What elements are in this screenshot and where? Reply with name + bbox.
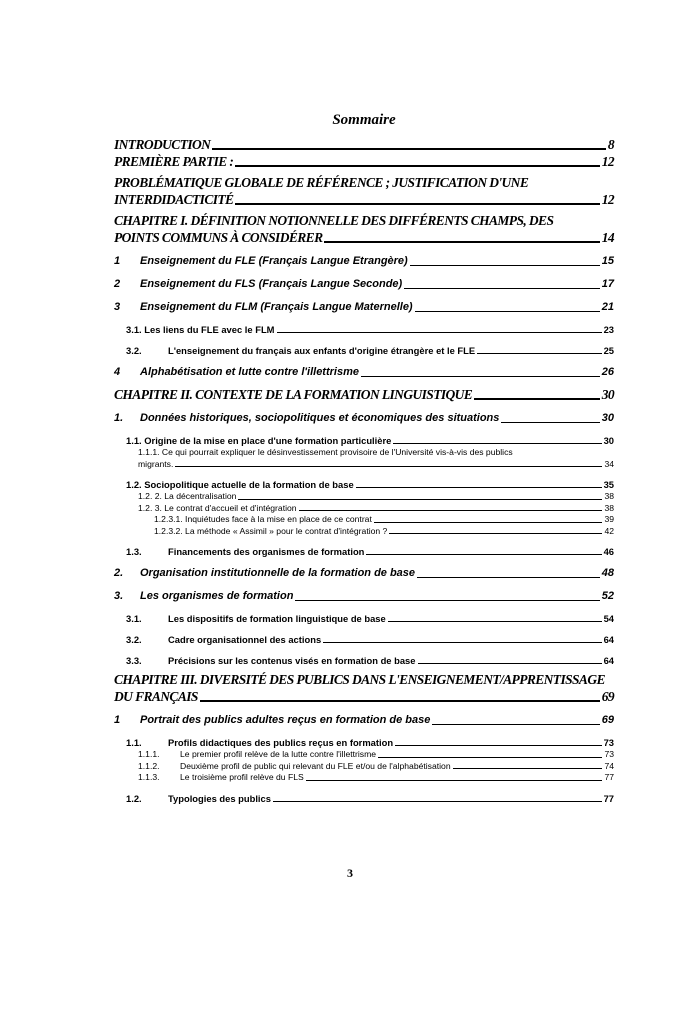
entry-label: Alphabétisation et lutte contre l'illettrisme — [140, 366, 359, 378]
entry-number: 1.1.1. — [138, 749, 160, 759]
dot-leader — [212, 148, 606, 150]
entry-page: 64 — [603, 655, 614, 666]
toc-entry-chapitre-1[interactable] — [114, 212, 614, 246]
entry-page: 77 — [604, 772, 614, 782]
dot-leader — [395, 745, 602, 746]
entry-number: 3.2. — [126, 345, 142, 356]
entry-number: 1.1.2. — [138, 760, 160, 771]
toc-entry-c2s1231[interactable] — [114, 514, 614, 526]
entry-page: 35 — [603, 479, 614, 490]
entry-number: 3.3. — [126, 655, 142, 666]
toc-entry-c2s13[interactable] — [114, 545, 614, 558]
entry-label: 1.2.3.1. Inquiétudes face à la mise en place de ce contrat — [154, 514, 372, 524]
entry-label: Le troisième profil relève du FLS — [180, 772, 304, 782]
toc-entry-chapitre-2[interactable] — [114, 386, 614, 403]
entry-page: 46 — [603, 546, 614, 557]
entry-page: 30 — [601, 412, 614, 424]
entry-page: 21 — [601, 301, 614, 313]
dot-leader — [388, 621, 602, 622]
toc-entry-s3[interactable] — [114, 300, 614, 315]
entry-label: Cadre organisationnel des actions — [168, 634, 322, 645]
dot-leader — [378, 757, 602, 758]
entry-page: 73 — [603, 737, 614, 748]
toc-entry-c3s112[interactable] — [114, 761, 614, 773]
dot-leader — [389, 533, 602, 534]
entry-page: 15 — [601, 255, 614, 267]
dot-leader — [324, 241, 599, 243]
dot-leader — [410, 265, 600, 266]
entry-label: Deuxième profil de public qui relevant du FLE et/ou de l'alphabétisation — [180, 760, 451, 771]
toc-entry-part1[interactable] — [114, 153, 614, 170]
toc-entry-c3s111[interactable] — [114, 749, 614, 761]
entry-label-line2: POINTS COMMUNS À CONSIDÉRER — [114, 230, 323, 245]
entry-number: 3 — [114, 301, 121, 313]
dot-leader — [235, 203, 599, 205]
toc-entry-c2s1232[interactable] — [114, 526, 614, 538]
entry-label: 1.2. 2. La décentralisation — [138, 491, 237, 501]
entry-label-line1: PROBLÉMATIQUE GLOBALE DE RÉFÉRENCE ; JUSTIFICATION D'UNE — [114, 175, 529, 190]
dot-leader — [361, 376, 600, 377]
entry-label: Données historiques, sociopolitiques et économiques des situations — [140, 412, 500, 424]
entry-page: 38 — [604, 491, 614, 501]
toc-entry-s31[interactable] — [114, 323, 614, 336]
entry-number: 1.2. — [126, 479, 142, 490]
entry-label: L'enseignement du français aux enfants d'origine étrangère et le FLE — [168, 345, 476, 356]
entry-label-line1: 1.1.1. Ce qui pourrait expliquer le désinvestissement provisoire de l'Université vis-à-vis des publics — [138, 447, 513, 457]
entry-page: 39 — [604, 514, 614, 524]
entry-number: 2 — [114, 278, 121, 290]
entry-label: Les liens du FLE avec le FLM — [144, 324, 275, 335]
entry-label: Origine de la mise en place d'une formation particulière — [144, 435, 392, 446]
entry-page: 14 — [601, 230, 614, 245]
toc-entry-c2s123[interactable] — [114, 503, 614, 515]
entry-page: 48 — [601, 567, 614, 579]
entry-label: Enseignement du FLE (Français Langue Etrangère) — [140, 255, 408, 267]
dot-leader — [238, 499, 602, 500]
entry-number: 1.1. — [126, 737, 142, 748]
entry-page: 54 — [603, 613, 614, 624]
entry-page: 30 — [601, 387, 614, 402]
entry-page: 12 — [601, 154, 614, 169]
toc-title: Sommaire — [332, 112, 396, 128]
toc-entry-s4[interactable] — [114, 365, 614, 380]
page-number: 3 — [347, 866, 353, 880]
entry-number: 3.1. — [126, 613, 142, 624]
dot-leader — [175, 466, 602, 467]
toc-entry-c2s111[interactable] — [114, 447, 614, 470]
entry-label: Organisation institutionnelle de la formation de base — [140, 567, 416, 579]
entry-number: 2. — [114, 567, 124, 579]
dot-leader — [501, 422, 599, 423]
entry-label: 1.2. 3. Le contrat d'accueil et d'intégration — [138, 502, 297, 513]
entry-number: 1.1. — [126, 435, 142, 446]
entry-label: PREMIÈRE PARTIE : — [114, 154, 234, 169]
toc-entry-c3s12[interactable] — [114, 792, 614, 805]
dot-leader — [432, 724, 599, 725]
entry-page: 38 — [604, 502, 614, 513]
dot-leader — [415, 311, 600, 312]
entry-label: Enseignement du FLM (Français Langue Maternelle) — [140, 301, 413, 313]
entry-label: Enseignement du FLS (Français Langue Seconde) — [140, 278, 403, 290]
entry-number: 1.2. — [126, 792, 142, 804]
entry-page: 34 — [604, 458, 614, 469]
entry-label: Le premier profil relève de la lutte contre l'illettrisme — [180, 749, 377, 759]
dot-leader — [273, 801, 602, 802]
dot-leader — [417, 577, 600, 578]
dot-leader — [477, 353, 601, 354]
toc-entry-s2[interactable] — [114, 277, 614, 292]
entry-page: 74 — [604, 760, 614, 771]
entry-label: Financements des organismes de formation — [168, 546, 365, 557]
toc-entry-c2s32[interactable] — [114, 633, 614, 646]
entry-label-line2: DU FRANÇAIS — [114, 689, 198, 704]
entry-label-line1: CHAPITRE III. DIVERSITÉ DES PUBLICS DANS L'ENSEIGNEMENT/APPRENTISSAGE — [114, 672, 605, 687]
toc-entry-c3s11[interactable] — [114, 736, 614, 749]
dot-leader — [306, 780, 603, 781]
entry-page: 64 — [603, 634, 614, 645]
entry-number: 4 — [114, 366, 121, 378]
entry-number: 3. — [114, 590, 124, 602]
dot-leader — [474, 398, 599, 400]
entry-label: Profils didactiques des publics reçus en formation — [168, 737, 394, 748]
toc-entry-problematique[interactable] — [114, 174, 614, 208]
entry-page: 8 — [607, 137, 614, 152]
toc-entry-introduction[interactable] — [114, 136, 614, 153]
dot-leader — [356, 487, 602, 488]
entry-label: Typologies des publics — [168, 792, 271, 804]
entry-page: 77 — [603, 792, 614, 804]
toc-entry-c2s3[interactable] — [114, 589, 614, 604]
entry-page: 69 — [601, 714, 614, 726]
entry-page: 17 — [601, 278, 614, 290]
dot-leader — [295, 600, 599, 601]
dot-leader — [418, 663, 602, 664]
dot-leader — [374, 522, 603, 523]
dot-leader — [393, 443, 601, 444]
entry-label-line2: migrants. — [138, 458, 174, 469]
entry-number: 1. — [114, 412, 124, 424]
toc-entry-c3s1[interactable] — [114, 713, 614, 728]
toc-entry-s32[interactable] — [114, 344, 614, 357]
dot-leader — [404, 288, 600, 289]
toc-entry-c2s12[interactable] — [114, 478, 614, 491]
entry-number: 1 — [114, 714, 121, 726]
table-of-contents — [114, 112, 614, 805]
entry-label: Précisions sur les contenus visés en formation de base — [168, 655, 416, 666]
entry-number: 3.2. — [126, 634, 142, 645]
entry-page: 26 — [601, 366, 614, 378]
dot-leader — [299, 510, 603, 511]
entry-label: Portrait des publics adultes reçus en formation de base — [140, 714, 431, 726]
entry-number: 1 — [114, 255, 121, 267]
entry-label: Sociopolitique actuelle de la formation de base — [144, 479, 354, 490]
entry-label: CHAPITRE II. CONTEXTE DE LA FORMATION LINGUISTIQUE — [114, 387, 473, 402]
entry-label: Les dispositifs de formation linguistique de base — [168, 613, 386, 624]
dot-leader — [235, 165, 599, 167]
entry-page: 12 — [601, 192, 614, 207]
entry-label: INTRODUCTION — [114, 137, 211, 152]
entry-page: 25 — [603, 345, 614, 356]
toc-entry-c2s31[interactable] — [114, 612, 614, 625]
dot-leader — [200, 700, 600, 702]
entry-page: 30 — [603, 435, 614, 446]
entry-number: 1.1.3. — [138, 772, 160, 782]
entry-label: Les organismes de formation — [140, 590, 294, 602]
dot-leader — [366, 554, 601, 555]
entry-page: 73 — [604, 749, 614, 759]
dot-leader — [277, 332, 602, 333]
toc-entry-c2s11[interactable] — [114, 434, 614, 447]
toc-entry-chapitre-3[interactable] — [114, 671, 614, 705]
toc-entry-s1[interactable] — [114, 254, 614, 269]
toc-entry-c2s1[interactable] — [114, 411, 614, 426]
entry-label-line1: CHAPITRE I. DÉFINITION NOTIONNELLE DES DIFFÉRENTS CHAMPS, DES — [114, 213, 554, 228]
toc-entry-c2s33[interactable] — [114, 654, 614, 667]
entry-page: 42 — [604, 525, 614, 536]
entry-page: 69 — [601, 689, 614, 704]
entry-page: 52 — [601, 590, 614, 602]
toc-entry-c3s113[interactable] — [114, 772, 614, 784]
entry-number: 1.3. — [126, 546, 142, 557]
entry-page: 23 — [603, 324, 614, 335]
toc-entry-c2s122[interactable] — [114, 491, 614, 503]
toc-entry-c2s2[interactable] — [114, 566, 614, 581]
entry-number: 3.1. — [126, 324, 142, 335]
entry-label: 1.2.3.2. La méthode « Assimil » pour le contrat d'intégration ? — [154, 525, 388, 536]
entry-label-line2: INTERDIDACTICITÉ — [114, 192, 234, 207]
dot-leader — [453, 768, 603, 769]
dot-leader — [323, 642, 601, 643]
